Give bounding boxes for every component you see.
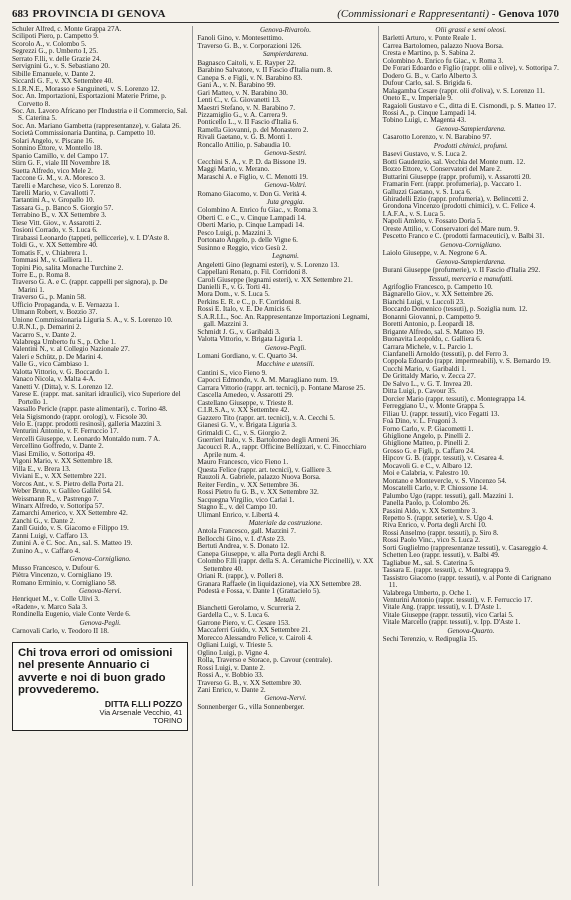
directory-entry: Pescetto Franco e C. (prodotti farmaceutici), v. Balbi 31. (382, 232, 545, 241)
directory-entry: Maggi Mario, v. Merano. (197, 165, 270, 174)
directory-entry: Moscatelli Carlo, v. P. Chiossone 14. (382, 484, 488, 493)
directory-entry: Ufficio Propaganda, v. E. Vernazza 1. (12, 300, 120, 309)
directory-entry: Spanio Camillo, v. del Campo 17. (12, 151, 109, 160)
section-heading: Genova-Rivarolo. (259, 26, 312, 34)
directory-entry: Botti Gaudenzio, sal. Vecchia del Monte num. 12. (382, 157, 526, 166)
directory-entry: Boccardo Domenico (tessuti), p. Soziglia num. 12. (382, 305, 528, 314)
directory-entry: Cucchi Mario, v. Garibaldi 1. (382, 364, 467, 373)
entries-list (197, 704, 373, 711)
entries-list (197, 191, 373, 198)
directory-entry: Vorcos Ant., v. S. Pietro della Porta 21. (12, 479, 124, 488)
entries-list (383, 250, 559, 257)
entries-list (383, 134, 559, 141)
directory-entry: Questa Felice (rappr. art. tecnici), v. Galliere 3. (197, 465, 332, 474)
directory-entry: Morecco Alessandro Felice, v. Cairoli 4. (197, 633, 313, 642)
directory-entry: Maraschi A. e Figlio, v. C. Menotti 19. (197, 172, 308, 181)
entries-list (383, 35, 559, 124)
directory-entry: Dodero G. B., v. Carlo Alberto 3. (382, 71, 478, 80)
entries-list (12, 26, 188, 555)
section-heading: Genova-Pegli. (264, 343, 307, 352)
directory-entry: C.I.R.S.A., v. XX Settembre 42. (197, 406, 290, 415)
directory-entry: Angeletti Gino (legnami esteri), v. S. Lorenzo 13. (197, 260, 340, 269)
directory-entry: Agrifoglio Francesco, p. Campetto 10. (382, 282, 493, 291)
directory-entry: Colombino A. Enrico fu Giac., v. Roma 3. (382, 56, 504, 65)
directory-entry: Buttarini Giuseppe (rappr. profumi), v. Assarotti 20. (382, 172, 531, 181)
directory-entry: Ferreggiano U., v. Monte Grappa 5. (382, 402, 485, 411)
advertisement-box (12, 642, 188, 731)
directory-entry: Rossi Pietro fu G. B., v. XX Settembre 32. (197, 488, 319, 497)
directory-entry: Susinno e Reggio, vico Gesù 2. (197, 243, 288, 252)
directory-entry: Romano Giacomo, v. Don G. Verità 4. (197, 189, 307, 198)
directory-entry: Viviani E., v. XX Settembre 221. (12, 472, 107, 481)
directory-entry: Canepa Giuseppe, v. alla Porta degli Archi 8. (197, 549, 326, 558)
directory-entry: Pizzamiglio G., v. A. Carrera 9. (197, 110, 288, 119)
directory-entry: Bagnarello Giov., v. XX Settembre 26. (382, 290, 494, 299)
directory-entry: Grondona Vincenzo (prodotti chimici), v. C. Felice 4. (382, 202, 536, 211)
entries-list (197, 262, 373, 344)
directory-entry: Antola Francesco, gall. Mazzini 7. (197, 527, 296, 536)
directory-entry: Gari Matteo, v. N. Barabino 30. (197, 88, 288, 97)
directory-entry: Galluzzi Gaetano, v. S. Luca 6. (382, 187, 472, 196)
directory-entry: Traverso G., p. Manin 58. (12, 293, 86, 302)
directory-entry: Zanchi G., v. Dante 2. (12, 516, 75, 525)
directory-entry: Ogliani Luigi, v. Trieste 5. (197, 641, 273, 650)
section-page-code: 1070 (537, 8, 559, 20)
entries-list (383, 151, 559, 240)
columns (12, 26, 559, 886)
directory-entry: Rossi A., p. Cinque Lampadi 14. (382, 108, 477, 117)
directory-entry: Sechi Terenzio, v. Redipuglia 15. (382, 635, 478, 644)
directory-entry: Tiese Vitt. Giov., v. Assarotti 2. (12, 218, 102, 227)
directory-entry: Ghiglione Angelo, p. Pinelli 2. (382, 432, 471, 441)
advertiser-city: TORINO (153, 716, 183, 726)
section-heading: Prodotti chimici, profumi. (433, 141, 508, 150)
directory-entry: Burani Giuseppe (profumerie), v. II Fascio d'Italia 292. (382, 266, 541, 275)
advertiser-address: Via Arsenale Vecchio, 41 (99, 707, 183, 717)
directory-entry: Oreste Attilio, v. Conservatori del Mare num. 9. (382, 224, 520, 233)
directory-entry: Casarotto Lorenzo, v. N. Barabino 97. (382, 133, 492, 142)
directory-entry: Granara Raffaele (in liquidazione), via XX Settembre 28. (197, 579, 362, 588)
directory-entry: Guerrieri Italo, v. S. Bartolomeo degli Armeni 36. (197, 436, 340, 445)
directory-entry: Bagnasco Caitoli, v. E. Rayper 22. (197, 58, 296, 67)
directory-entry: Cianfanelli Arnoldo (tessuti), p. del Ferro 3. (382, 350, 509, 359)
directory-entry: Montano e Montevercle, v. S. Vincenzo 54. (382, 476, 507, 485)
directory-entry: Sonnenberger G., villa Sonnenberger. (197, 702, 305, 711)
directory-entry: Carrara Michele, v. L. Parcio 1. (382, 342, 473, 351)
directory-entry: Rolla, Traverso e Storace, p. Cavour (centrale). (197, 656, 333, 665)
directory-entry: Traverso G. B., v. XX Settembre 30. (197, 678, 302, 687)
directory-entry: Sorti Guglielmo (rappresentanze tessuti), v. Casareggio 4. (382, 543, 548, 552)
directory-entry: Terrabino B., v. XX Settembre 3. (12, 211, 107, 220)
directory-entry: Bozzo Ettore, v. Conservatori del Mare 2. (382, 165, 502, 174)
directory-entry: Zamarchi Americo, v. XX Settembre 42. (12, 509, 128, 518)
directory-entry: Ramella Giovanni, p. del Monastero 2. (197, 125, 309, 134)
directory-entry: Velo E. (rappr. prodotti resinosi), galleria Mazzini 3. (12, 420, 162, 429)
directory-entry: Zunini A. e C. Soc. An., sal. S. Matteo 19. (12, 539, 133, 548)
directory-entry: Winarx Alfredo, v. Sottoripa 57. (12, 502, 104, 510)
advertiser-name: DITTA F.LLI POZZO (104, 699, 183, 710)
directory-entry: Forno Carlo, v. P. Giacometti 1. (382, 424, 474, 433)
directory-entry: Buonavita Leopoldo, c. Galliera 6. (382, 335, 482, 344)
directory-entry: Tassistro Giacomo (rappr. tessuti), v. al Ponte di Carignano 11. (382, 573, 552, 590)
directory-entry: Zanni Luigi, v. Caffaro 13. (12, 531, 89, 540)
entries-list (197, 60, 373, 149)
entries-list (197, 370, 373, 519)
section-heading: Materiale da costruzione. (248, 519, 323, 527)
directory-entry: Viasi Emilio, v. Sottoripa 49. (12, 449, 96, 458)
directory-entry: Framarin Ferr. (rappr. profumeria), p. Vaccaro 1. (382, 180, 522, 189)
section-heading: Juta greggia. (266, 197, 305, 206)
directory-entry: Siccardi G. F., v. XX Settembre 40. (12, 77, 114, 86)
section-heading: Tessuti, merceria e manufatti. (428, 274, 514, 283)
section-heading: Genova-Cornigliano. (440, 240, 502, 249)
directory-entry: Tobino Luigi, c. Magenta 43. (382, 116, 467, 125)
directory-entry: Musso Francesco, v. Dufour 6. (12, 563, 100, 572)
section-heading: Legnami. (272, 252, 299, 261)
directory-entry: Jacoucci R. A., rappr. Officine Bellizzari, v. C. Finocchiaro Aprile num. 4. (197, 443, 367, 459)
directory-entry: Carrara Vittorio (rappr. art. tecnici), p. Fontane Marose 25. (197, 383, 366, 392)
directory-entry: Vercelli Giuseppe, v. Leonardo Montaldo num. 7 A. (12, 434, 161, 443)
advertisement-text: Chi trova errori od omissioni nel presente Annuario ci avverte e noi di buon grado provvederemo. (18, 646, 173, 696)
directory-entry: Rivali Gaetano, v. G. B. Monti 1. (197, 133, 293, 142)
directory-entry: Coppola Edoardo (rappr. impermeabili), v. S. Bernardo 19. (382, 357, 551, 366)
directory-entry: Cecchini S. A., v. P. D. da Bissone 19. (197, 157, 307, 166)
page-title: PROVINCIA DI GENOVA (32, 8, 166, 20)
directory-entry: Oneto E., v. Imperiale 9. (382, 94, 453, 103)
directory-entry: Tommasi M., v. Galliera 11. (12, 256, 93, 265)
directory-entry: Vitale Ang. (rappr. tessuti), v. I. D'Aste 1. (382, 603, 502, 612)
entries-list (197, 605, 373, 694)
directory-entry: Mauro Francesco, vico Fieno 1. (197, 458, 289, 467)
directory-entry: Vigoni Mario, v. XX Settembre 18. (12, 457, 113, 466)
directory-entry: Grimaldi C. C., v. S. Giorgio 2. (197, 428, 287, 437)
section-heading: Genova-Sampierdarena. (435, 257, 506, 266)
entries-list (197, 159, 373, 181)
column-1 (12, 26, 188, 886)
directory-entry: Valentini N., v. al Collegio Nazionale 27. (12, 345, 130, 354)
directory-entry: Tirabassi Leonardo (tappeti, pelliccerie), v. I. D'Aste 8. (12, 233, 170, 242)
directory-entry: S.A.R.I.L., Soc. An. Rappresentanze Importazioni Legnami, gall. Mazzini 3. (197, 312, 370, 329)
directory-entry: Colombino A. Enrico fu Giac., v. Roma 3. (197, 206, 318, 215)
entries-list (197, 528, 373, 595)
directory-entry: Dufour Carlo, sal. S. Brigida 6. (382, 79, 473, 88)
directory-entry: Rossi Luigi, v. Dante 2. (197, 663, 265, 672)
page-header (12, 8, 559, 23)
directory-entry: Bellocchi Gino, v. I. d'Aste 23. (197, 534, 286, 543)
directory-entry: Rossi Paolo Vinc., vico S. Luca 2. (382, 536, 481, 545)
directory-entry: Soc. An. Lavoro Africano per l'Industria e il Commercio, Sal. S. Caterina 5. (12, 106, 188, 123)
directory-entry: Panella Paolo, p. Colombo 26. (382, 499, 470, 508)
directory-entry: Vanaco Nicola, v. Malta 4-A. (12, 375, 96, 384)
directory-entry: Valabrega Umberto fu S., p. Oche 1. (12, 338, 116, 347)
directory-entry: Toldi G., v. XX Settembre 40. (12, 241, 98, 250)
directory-entry: Gardella C., v. S. Luca 6. (197, 611, 270, 620)
directory-entry: Bianchi Luigi, v. Luccoli 23. (382, 297, 465, 306)
directory-entry: Riva Enrico, v. Porta degli Archi 10. (382, 521, 487, 530)
directory-entry: Tarelli Mario, v. Cavallotti 7. (12, 188, 96, 197)
directory-entry: Lenti C., v. G. Giovanetti 13. (197, 96, 281, 105)
directory-entry: Sonnino Ettore, v. Montello 18. (12, 144, 103, 153)
directory-entry: U.R.N.I., p. Demarini 2. (12, 323, 82, 332)
directory-entry: Traverso G. B., v. Corporazioni 126. (197, 41, 302, 50)
directory-entry: Barletti Arturo, v. Ponte Reale 1. (382, 34, 477, 43)
directory-entry: Ghiradelli Ezio (rappr. profumeria), v. Belincetti 2. (382, 194, 529, 203)
section-heading: Genova-Sestri. (264, 149, 307, 158)
entries-list (197, 207, 373, 252)
directory-entry: Scilipoti Piero, p. Campetto 9. (12, 32, 99, 41)
entries-list (12, 628, 188, 635)
directory-entry: Hipcov G. B. (rappr. tessuti), v. Cesarea 4. (382, 454, 504, 463)
directory-entry: Valle G., vico Cambiaso 1. (12, 360, 89, 369)
directory-entry: Passini Aldo, v. XX Settembre 3. (382, 506, 478, 515)
directory-entry: Ulimanl Enrico, v. Libertà 4. (197, 510, 280, 519)
directory-entry: Valabrega Umberto, p. Oche 1. (382, 588, 472, 597)
directory-entry: Oberti Mario, p. Cinque Lampadi 14. (197, 221, 305, 230)
section-heading: Sampierdarena. (262, 50, 309, 59)
directory-entry: Moi e Calabria, v. Palestro 10. (382, 469, 470, 478)
directory-entry: Rauzoli A. Gabriele, palazzo Nuova Borsa. (197, 473, 321, 482)
directory-entry: Traverso G. A. e C. (rappr. cappelli per signora), p. De Marini 1. (12, 278, 168, 294)
directory-entry: Basevi Gustavo, v. S. Luca 2. (382, 150, 467, 159)
directory-entry: Vela Sigismondo (rappr. orologi), v. Ficsole 30. (12, 412, 148, 421)
directory-entry: Schetten Leo (rappr. tessuti), v. Balbi 49. (382, 551, 500, 560)
directory-entry: Venturini Antonio, v. F. Ferruccio 17. (12, 427, 119, 436)
directory-entry: Castellano Giuseppe, v. Trieste 8. (197, 398, 294, 407)
directory-entry: Venturini Antonio (rappr. tessuti), v. F. Ferruccio 17. (382, 595, 533, 604)
directory-entry: Tarelli e Marchese, vico S. Lorenzo 8. (12, 181, 122, 190)
directory-entry: Barabino Salvatore, v. II Fascio d'Italia num. 8. (197, 66, 333, 75)
section-heading: Macchine e utensili. (256, 360, 315, 369)
directory-entry: Tassara E. (rappr. tessuti), c. Montegrappa 9. (382, 566, 511, 575)
directory-entry: Ragaioli Gustavo e C., ditta di E. Cismondi, p. S. Matteo 17. (382, 101, 557, 110)
directory-entry: Vitale Giuseppe (rappr. tessuti), vico Carlai 5. (382, 610, 514, 619)
directory-entry: Rossi Anselmo (rappr. tessuti), p. Siro 8. (382, 528, 499, 537)
directory-entry: Oglino Luigi, p. Vigne 4. (197, 648, 270, 657)
directory-entry: Zani Enrico, v. Dante 2. (197, 685, 266, 694)
directory-entry: Tartantini A., v. Gropallo 10. (12, 196, 95, 205)
page-number: 683 (12, 8, 29, 20)
directory-entry: Servignini G., v. S. Sebastiano 20. (12, 62, 110, 71)
directory-entry: Mora Dom., v. S. Luca 5. (197, 290, 270, 299)
directory-entry: Tagliabue M., sal. S. Caterina 5. (382, 558, 475, 567)
directory-entry: Fanoli Gino, v. Montesettimo. (197, 34, 284, 43)
section-heading: Genova-Pegli. (79, 618, 121, 627)
directory-entry: Mocavoli G. e C., v. Albaro 12. (382, 461, 473, 470)
directory-entry: Villa E., v. Brera 13. (12, 464, 71, 473)
directory-entry: Stirn G. F., viale III Novembre 18. (12, 159, 111, 168)
directory-entry: Caroli Giuseppe (legnami esteri), v. XX Settembre 21. (197, 275, 353, 284)
directory-entry: Bonanni Giovanni, p. Campetto 9. (382, 312, 481, 321)
section-category: (Commissionari e Rappresentanti) - (337, 8, 499, 20)
directory-entry: Roncallo Attilio, p. Sabaudia 10. (197, 140, 291, 149)
directory-entry: Rondinella Eugenio, viale Conte Verde 6. (12, 610, 131, 619)
directory-entry: Ditta Luigi, p. Cavour 35. (382, 387, 457, 396)
directory-entry: Tassara G., p. Banco S. Giorgio 57. (12, 203, 114, 212)
directory-entry: Sibille Emanuele, v. Dante 2. (12, 69, 96, 78)
directory-entry: Unione Commissionaria Liguria S. A., v. S. Lorenzo 10. (12, 315, 173, 324)
directory-entry: Boretti Antonio, p. Leopardi 18. (382, 320, 475, 329)
section-heading: Genova-Quarto. (447, 626, 495, 635)
advertiser (18, 700, 182, 725)
directory-entry: Capocci Edmondo, v. A. M. Maragliano num. 19. (197, 376, 339, 385)
section-heading: Genova-Nervi. (264, 694, 307, 703)
section-heading: Genova-Cornigliano. (69, 555, 131, 564)
directory-entry: Vassallo Pericle (rappr. paste alimentari), c. Torino 48. (12, 405, 168, 414)
entries-list (197, 353, 373, 360)
directory-entry: Serrato F.lli, v. delle Grazie 24. (12, 54, 102, 63)
directory-entry: Lomani Gordiano, v. C. Quarto 34. (197, 352, 298, 361)
directory-entry: Podestà e Fossa, v. Dante 1 (Grattacielo 5). (197, 587, 321, 596)
entries-list (383, 284, 559, 627)
directory-entry: Valotta Vittorio, v. G. Boccardo 1. (12, 367, 110, 376)
directory-entry: Rossi A., v. Bobbio 33. (197, 671, 264, 680)
directory-entry: I.A.F.A., v. S. Luca 5. (382, 209, 446, 218)
directory-entry: De Salvo L., v. G. T. Invrea 20. (382, 379, 473, 388)
directory-entry: Schuler Alfred, c. Monte Grappa 27A. (12, 26, 122, 33)
directory-entry: Scorolo A., v. Colombo 5. (12, 39, 87, 48)
directory-entry: Cantini S., vico Fieno 9. (197, 368, 267, 377)
section-city: Genova (498, 8, 535, 20)
directory-entry: Malagamba Cesare (rappr. olii d'oliva), v. S. Lorenzo 11. (382, 86, 545, 95)
directory-entry: Garrone Piero, v. C. Cesare 153. (197, 618, 290, 627)
directory-entry: Suetta Alfredo, vico Mele 2. (12, 166, 93, 175)
section-heading: Olii grassi e semi oleosi. (435, 26, 507, 34)
directory-entry: Segrezzi G., p. Umberto I, 25. (12, 47, 99, 56)
directory-entry: Tosioni Corrado, v. S. Luca 6. (12, 226, 98, 235)
entries-list (197, 35, 373, 50)
directory-entry: Vercellino Goffredo, v. Dante 2. (12, 442, 104, 451)
directory-entry: Solari Angelo, v. Piscane 16. (12, 136, 95, 145)
directory-entry: Filiau U. (rappr. tessuti), vico Fegatti 13. (382, 409, 500, 418)
directory-entry: Pesco Luigi, p. Mazzini 3. (197, 228, 273, 237)
directory-entry: Topini Pio, salita Monache Turchine 2. (12, 263, 124, 272)
directory-entry: Valotta Vittorio, v. Brigata Liguria 1. (197, 335, 303, 344)
section-heading: Genova-Nervi. (79, 586, 122, 595)
directory-entry: Cappellani Renato, p. Fil. Corridoni 8. (197, 268, 308, 277)
directory-entry: Bertuti Andrea, v. S. Donato 12. (197, 542, 290, 551)
directory-entry: De Forari Edoardo e Figlio (rappr. olii e olive), v. Sottoripa 7. (382, 64, 559, 73)
directory-entry: De Grittaldy Mario, v. Zecca 27. (382, 372, 476, 381)
directory-entry: Taccone G. M., v. A. Moresco 3. (12, 174, 106, 183)
directory-entry: Canepa S. e Figli, v. N. Barabino 83. (197, 73, 303, 82)
directory-entry: Cresta e Martino, p. S. Sabina 2. (382, 49, 476, 58)
directory-entry: Portonato Angelo, p. delle Vigne 6. (197, 236, 298, 245)
directory-entry: Vacarro S., v. Dante 2. (12, 330, 77, 339)
directory-entry: Torre E., p. Roma 8. (12, 270, 71, 279)
directory-entry: Romano Erminio, v. Cornigliano 58. (12, 578, 117, 587)
directory-entry: Repetto S. (rappr. seterie), v. S. Ugo 4. (382, 514, 494, 522)
section-heading: Genova-Sampierdarena. (435, 124, 506, 133)
directory-entry: Brigante Alfredo, sal. S. Matteo 19. (382, 327, 485, 336)
directory-entry: Zanll Guido, v. S. Giacomo e Filippo 19. (12, 524, 129, 533)
directory-entry: Stagno E., v. del Campo 10. (197, 503, 278, 512)
directory-entry: Oriani R. (rappr.), v. Polleri 8. (197, 572, 284, 581)
entries-list (383, 636, 559, 643)
directory-entry: Vanetti V. (Ditta), v. S. Lorenzo 12. (12, 382, 114, 391)
directory-entry: Soc. An. Importazioni, Esportazioni Materie Prime, p. Corvetto 8. (12, 92, 167, 108)
directory-entry: Rossi E. Italo, v. E. De Amicis 6. (197, 305, 292, 314)
directory-entry: Reiter Ferdin., v. XX Settembre 36. (197, 480, 299, 489)
directory-entry: Perkins E. R. e C., p. F. Corridoni 8. (197, 297, 301, 306)
directory-entry: Napoli Amleto, v. Fossato Doria 5. (382, 217, 483, 226)
directory-entry: Varese E. (rappr. mat. sanitari idraulici), vico Superiore del Portello 1. (12, 390, 181, 406)
directory-entry: Società Commissionaria Dantina, p. Campetto 10. (12, 129, 156, 138)
directory-entry: Schmidt J. G., v. Garibaldi 3. (197, 327, 281, 336)
directory-entry: Grosso G. e Figli, p. Caffaro 24. (382, 446, 475, 455)
directory-entry: Valeri e Schütz, p. De Marini 4. (12, 352, 103, 361)
entries-list (383, 267, 559, 274)
directory-entry: Tomatis F., v. Chiabrera 1. (12, 248, 88, 257)
directory-entry: Sacquegna Virgilio, vico Carlai 1. (197, 495, 295, 504)
directory-entry: Weissmann R., v. Pastrengo 7. (12, 494, 99, 503)
page-section-title (337, 8, 559, 20)
directory-entry: Ulmann Robert, v. Bozzio 37. (12, 308, 98, 317)
directory-entry: Ponticello L., v. II Fascio d'Italia 6. (197, 118, 299, 127)
directory-entry: Carnovali Carlo, v. Teodoro II 18. (12, 627, 109, 636)
section-heading: Metalli. (274, 595, 297, 604)
directory-entry: Gianesi G. V., v. Brigata Liguria 3. (197, 421, 297, 430)
directory-entry: Cascella Amedeo, v. Assarotti 29. (197, 391, 294, 400)
directory-entry: Carrea Bartolomeo, palazzo Nuova Borsa. (382, 41, 504, 50)
directory-entry: Soc. An. Mariano Gambetta (rappresentanze), v. Galata 26. (12, 121, 181, 130)
column-3 (378, 26, 559, 886)
directory-entry: Gazzero Tito (rappr. art. tecnici), v. A. Cecchi 5. (197, 413, 335, 422)
directory-entry: S.I.R.N.E., Morasso e Sanguineti, v. S. Lorenzo 12. (12, 84, 160, 93)
directory-entry: Henriquet M., v. Colle Ulivi 3. (12, 595, 100, 604)
directory-entry: Danielli F., v. G. Torti 41. (197, 282, 271, 291)
section-heading: Genova-Voltri. (264, 181, 307, 190)
directory-entry: «Raden», v. Marco Sala 3. (12, 602, 88, 611)
directory-entry: Maestri Stefano, v. N. Barabino 7. (197, 103, 296, 112)
directory-entry: Laiolo Giuseppe, v. A. Negrone 6 A. (382, 249, 487, 258)
column-2 (192, 26, 373, 886)
entries-list (12, 565, 188, 587)
directory-entry: Foà Dino, v. L. Frugoni 3. (382, 417, 458, 426)
directory-entry: Vitale Marcello (rappr. tessuti), v. Ipp. D'Aste 1. (382, 618, 521, 627)
directory-entry: Bianchetti Gerolamo, v. Scurreria 2. (197, 603, 301, 612)
directory-entry: Zunino A., v. Caffaro 4. (12, 546, 81, 555)
entries-list (12, 596, 188, 618)
directory-entry: Ghiglione Matteo, p. Pinelli 2. (382, 439, 470, 448)
directory-entry: Oberti C. e C., v. Cinque Lampadi 14. (197, 213, 306, 222)
directory-entry: Gani A., v. N. Barabino 99. (197, 81, 276, 90)
directory-entry: Piètra Vincenzo, v. Cornigliano 19. (12, 571, 113, 580)
directory-entry: Maccaferri Guido, v. XX Settembre 21. (197, 626, 311, 635)
directory-entry: Palumbo Ugo (rappr. tessuti), gall. Mazzini 1. (382, 491, 514, 500)
directory-entry: Dorcier Mario (rappr. tessuti), c. Montegrappa 14. (382, 394, 526, 403)
directory-entry: Colombo F.lli (rappr. della S. A. Ceramiche Piccinelli), v. XX Settembre 40. (197, 557, 374, 573)
directory-entry: Weber Bruto, v. Galileo Galilei 54. (12, 487, 112, 496)
